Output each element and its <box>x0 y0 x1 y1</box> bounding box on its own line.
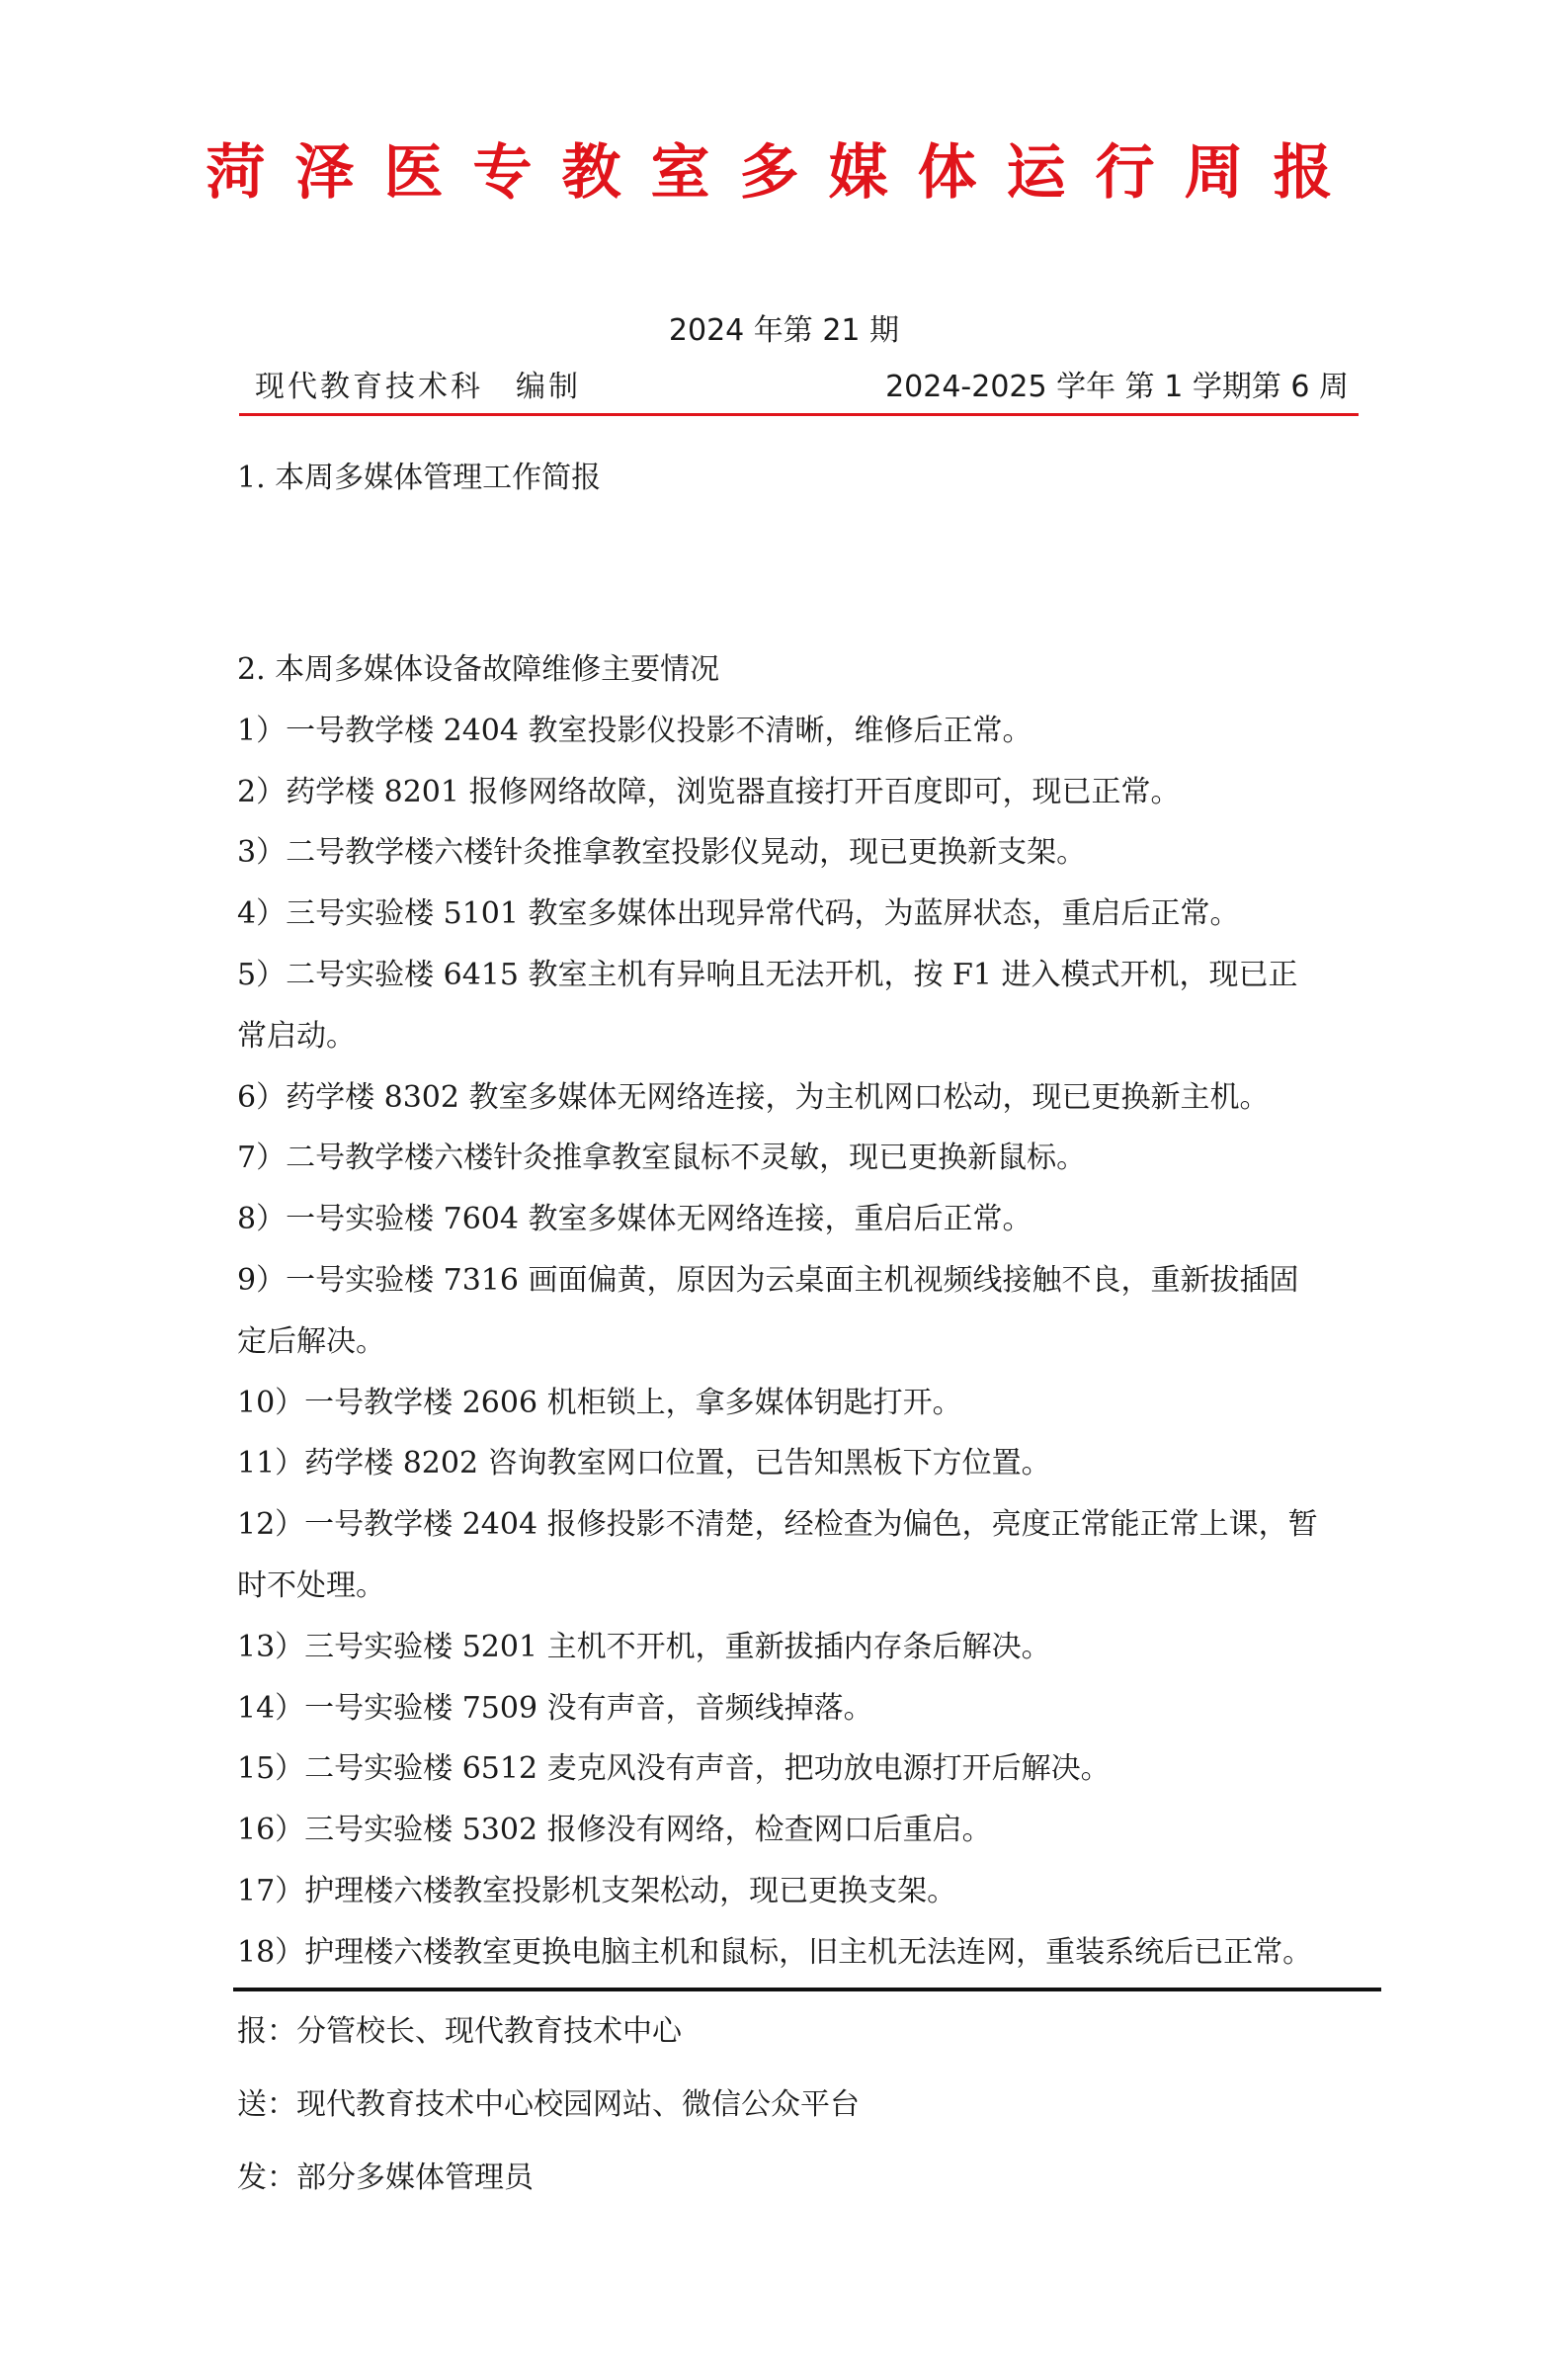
repair-item: 2）药学楼 8201 报修网络故障，浏览器直接打开百度即可，现已正常。 <box>237 774 1181 809</box>
repair-item: 7）二号教学楼六楼针灸推拿教室鼠标不灵敏，现已更换新鼠标。 <box>237 1141 1087 1176</box>
report-to-line: 报：分管校长、现代教育技术中心 <box>237 2014 682 2049</box>
repair-item: 9）一号实验楼 7316 画面偏黄，原因为云桌面主机视频线接触不良，重新拔插固定后解决。 <box>237 1262 1299 1359</box>
report-title: 菏泽医专教室多媒体运行周报 <box>206 138 1362 208</box>
repair-item: 18）护理楼六楼教室更换电脑主机和鼠标，旧主机无法连网，重装系统后已正常。 <box>237 1934 1313 1970</box>
header-divider <box>239 413 1359 416</box>
repair-item: 14）一号实验楼 7509 没有声音，音频线掉落。 <box>237 1690 873 1726</box>
send-to-line: 送：现代教育技术中心校园网站、微信公众平台 <box>237 2087 860 2122</box>
repair-item: 8）一号实验楼 7604 教室多媒体无网络连接，重启后正常。 <box>237 1202 1032 1237</box>
repair-item: 5）二号实验楼 6415 教室主机有异响且无法开机，按 F1 进入模式开机，现已正常启动。 <box>237 957 1298 1054</box>
section2-heading: 2. 本周多媒体设备故障维修主要情况 <box>237 652 720 687</box>
repair-item: 15）二号实验楼 6512 麦克风没有声音，把功放电源打开后解决。 <box>237 1751 1111 1787</box>
repair-item: 16）三号实验楼 5302 报修没有网络，检查网口后重启。 <box>237 1813 992 1848</box>
issue-number: 2024 年第 21 期 <box>668 313 900 348</box>
repair-item: 4）三号实验楼 5101 教室多媒体出现异常代码，为蓝屏状态，重启后正常。 <box>237 896 1240 932</box>
repair-item: 3）二号教学楼六楼针灸推拿教室投影仪晃动，现已更换新支架。 <box>237 835 1087 871</box>
issue-to-line: 发：部分多媒体管理员 <box>237 2160 534 2195</box>
section1-heading: 1. 本周多媒体管理工作简报 <box>237 461 602 495</box>
repair-item: 13）三号实验楼 5201 主机不开机，重新拔插内存条后解决。 <box>237 1629 1051 1664</box>
repair-item: 10）一号教学楼 2606 机柜锁上，拿多媒体钥匙打开。 <box>237 1385 962 1420</box>
editor-line: 现代教育技术科 编制 <box>255 370 581 404</box>
section2-body <box>237 639 1324 1984</box>
repair-item: 12）一号教学楼 2404 报修投影不清楚，经检查为偏色，亮度正常能正常上课，暂时不处理。 <box>237 1507 1318 1603</box>
footer-divider <box>233 1988 1381 1991</box>
term-line: 2024-2025 学年 第 1 学期第 6 周 <box>885 370 1349 404</box>
repair-item: 6）药学楼 8302 教室多媒体无网络连接，为主机网口松动，现已更换新主机。 <box>237 1079 1270 1115</box>
repair-item: 1）一号教学楼 2404 教室投影仪投影不清晰，维修后正常。 <box>237 713 1032 748</box>
repair-item: 11）药学楼 8202 咨询教室网口位置，已告知黑板下方位置。 <box>237 1446 1051 1481</box>
repair-item: 17）护理楼六楼教室投影机支架松动，现已更换支架。 <box>237 1873 957 1908</box>
